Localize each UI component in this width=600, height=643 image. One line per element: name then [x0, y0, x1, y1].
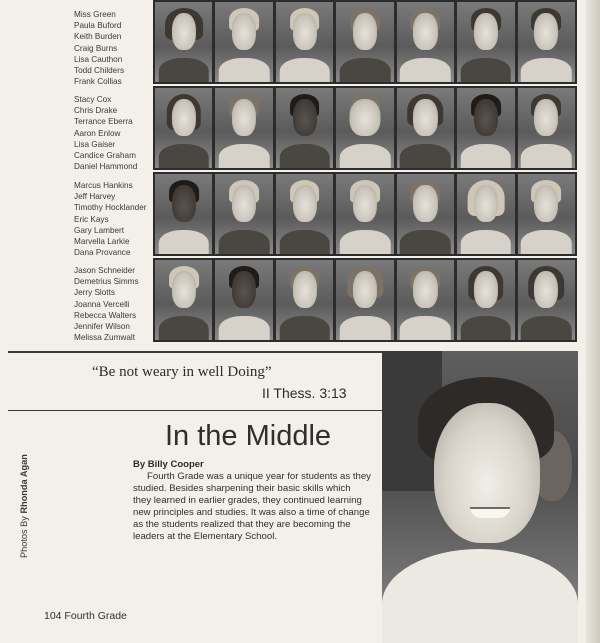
student-name: Marcus Hankins: [74, 181, 133, 190]
name-list-row-4: [74, 265, 159, 343]
student-photo: [336, 2, 393, 82]
photo-strip-row-1: [153, 0, 577, 84]
photo-credit-prefix: Photos By: [19, 516, 29, 558]
photo-credit-name: Rhonda Agan: [19, 454, 29, 514]
student-name: Jennifer Wilson: [74, 322, 130, 332]
student-photo: [336, 88, 393, 168]
name-list-row-3: [74, 180, 159, 258]
photo-credit: [19, 454, 29, 558]
student-name: Jerry Slotts: [74, 288, 115, 298]
photo-strip-row-4: [153, 258, 577, 342]
student-name: Paula Buford: [74, 21, 122, 31]
student-name: Candice Graham: [74, 151, 136, 161]
student-photo: [518, 174, 575, 254]
student-name: Demetrius Simms: [74, 277, 139, 287]
scripture-citation: II Thess. 3:13: [262, 385, 347, 401]
student-name: Todd Childers: [74, 66, 125, 76]
student-name: Keith Burden: [74, 32, 122, 42]
student-name: Joanna Vercelli: [74, 299, 130, 309]
student-name: Eric Kays: [74, 214, 109, 224]
student-photo: [457, 2, 514, 82]
student-photo: [276, 2, 333, 82]
student-name: Chris Drake: [74, 106, 118, 116]
student-name: Gary Lambert: [74, 225, 125, 235]
student-photo: [215, 174, 272, 254]
name-list-row-2: [74, 94, 159, 172]
student-photo: [276, 174, 333, 254]
student-photo: [336, 174, 393, 254]
featured-student-photo: [382, 351, 578, 643]
student-photo: [397, 260, 454, 340]
photo-strip-row-2: [153, 86, 577, 170]
article-body: Fourth Grade was a unique year for students as they studied. Besides sharpening their basic skills which they learned in earlier grades, they continued learning new principles and studies. It was also a time of change as the students realized that they are becoming the leaders at the Elementary School.: [133, 471, 371, 543]
student-photo: [155, 2, 212, 82]
student-name: Terrance Eberra: [74, 117, 133, 127]
student-photo: [155, 260, 212, 340]
student-name: Jason Schneider: [74, 266, 135, 275]
name-list-row-1: [74, 9, 159, 87]
student-name: Miss Green: [74, 10, 116, 19]
student-photo: [518, 88, 575, 168]
student-photo: [397, 88, 454, 168]
student-name: Lisa Gaiser: [74, 139, 116, 149]
student-photo: [155, 88, 212, 168]
student-photo: [397, 2, 454, 82]
student-photo: [397, 174, 454, 254]
student-photo: [276, 260, 333, 340]
student-name: Frank Collias: [74, 77, 122, 87]
quote-rule: [8, 410, 382, 411]
student-name: Aaron Enlow: [74, 128, 121, 138]
student-photo: [215, 260, 272, 340]
student-photo: [518, 2, 575, 82]
page-spine-shadow: [586, 0, 600, 643]
student-name: Lisa Cauthon: [74, 54, 123, 64]
student-name: Timothy Hocklander: [74, 203, 147, 213]
student-photo: [457, 88, 514, 168]
student-photo: [155, 174, 212, 254]
student-photo: [276, 88, 333, 168]
student-photo: [457, 174, 514, 254]
student-name: Marvella Larkie: [74, 237, 130, 247]
byline: By Billy Cooper: [133, 459, 204, 470]
student-photo: [518, 260, 575, 340]
student-photo: [336, 260, 393, 340]
student-name: Craig Burns: [74, 43, 118, 53]
photo-strip-row-3: [153, 172, 577, 256]
article-title: In the Middle: [165, 420, 332, 452]
student-name: Jeff Harvey: [74, 192, 116, 202]
student-photo: [457, 260, 514, 340]
student-name: Stacy Cox: [74, 95, 112, 104]
scripture-quote: “Be not weary in well Doing”: [92, 364, 272, 380]
student-name: Rebecca Walters: [74, 310, 137, 320]
student-name: Melissa Zumwalt: [74, 333, 135, 343]
page-folio: 104 Fourth Grade: [44, 610, 127, 622]
top-rule: [8, 351, 382, 353]
student-photo: [215, 2, 272, 82]
student-photo: [215, 88, 272, 168]
student-name: Dana Provance: [74, 248, 131, 258]
student-name: Daniel Hammond: [74, 162, 138, 172]
